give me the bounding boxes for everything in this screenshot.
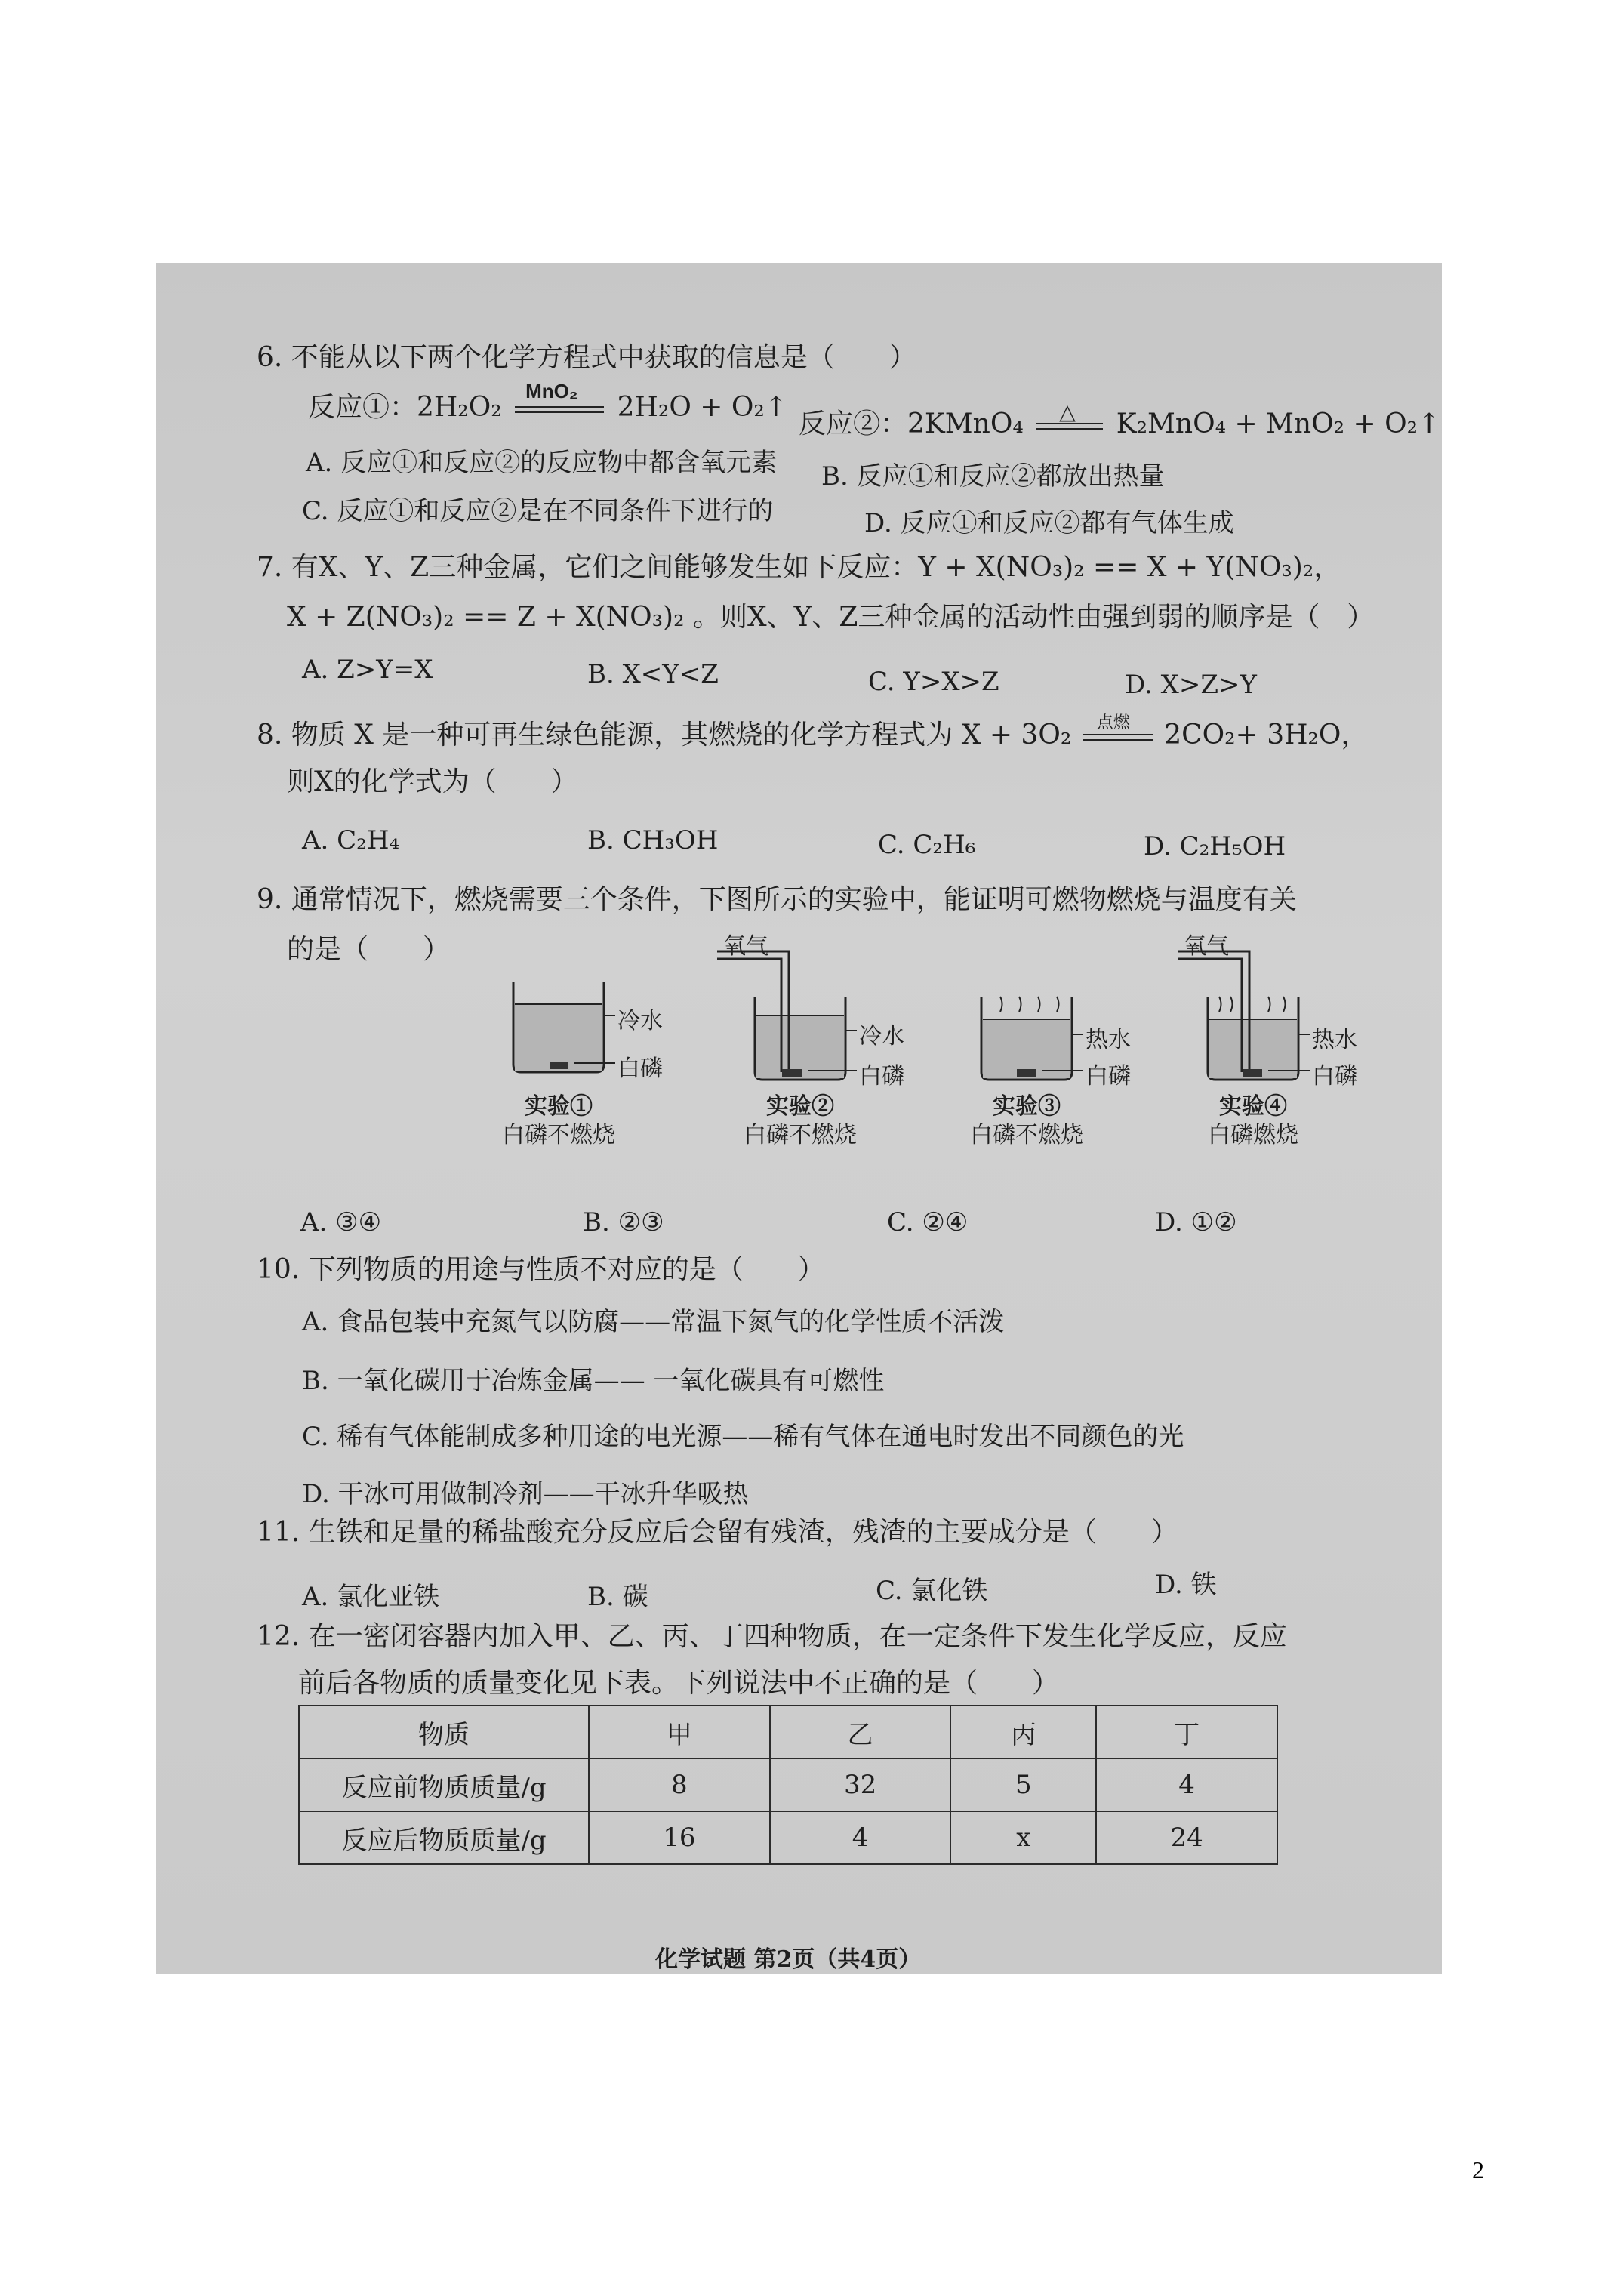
q6-eq2-arrow [1032,399,1107,441]
q7-option-c: C. Y>X>Z [868,667,999,697]
exp1-result: 白磷不燃烧 [502,1122,615,1148]
q8-line-2: 则X的化学式为（ ） [287,766,578,797]
table-cell: x [950,1811,1096,1864]
table-cell: 4 [1096,1758,1277,1811]
exp3-result: 白磷不燃烧 [970,1122,1083,1148]
q6-eq1-reactants: 反应①：2H₂O₂ [308,392,502,423]
q11-option-a: A. 氯化亚铁 [302,1582,440,1612]
exp1-water-label: 冷水 [617,1008,663,1034]
q6-stem: 6. 不能从以下两个化学方程式中获取的信息是（ ） [257,342,916,373]
table-header-cell: 物质 [299,1706,589,1758]
exp3-name: 实验③ [993,1093,1061,1120]
q7-line-2: X + Z(NO₃)₂ == Z + X(NO₃)₂ 。则X、Y、Z三种金属的活动性由强到弱的顺序是（ ） [287,602,1375,633]
q6-eq2-condition: △ [1059,399,1076,424]
beaker-4 [1178,951,1310,1080]
q8-arrow [1080,713,1156,752]
q8-option-c: C. C₂H₆ [878,830,976,860]
q12-line-2: 前后各物质的质量变化见下表。下列说法中不正确的是（ ） [298,1668,1060,1699]
q6-equation-1 [308,380,787,424]
q7-option-a: A. Z>Y=X [302,655,433,685]
q11-option-c: C. 氯化铁 [876,1576,988,1606]
exam-footer: 化学试题 第2页（共4页） [655,1946,922,1973]
q10-option-b: B. 一氧化碳用于冶炼金属—— 一氧化碳具有可燃性 [302,1366,885,1396]
q8-products: 2CO₂+ 3H₂O， [1164,720,1369,750]
exp4-phosphorus-label: 白磷 [1312,1063,1357,1089]
q12-mass-table [298,1705,1278,1865]
table-cell: 反应后物质质量/g [299,1811,589,1864]
table-cell: 8 [589,1758,770,1811]
exp2-name: 实验② [766,1093,834,1120]
q10-option-d: D. 干冰可用做制冷剂——干冰升华吸热 [302,1479,749,1509]
q9-line-2: 的是（ ） [287,934,451,965]
q10-option-c: C. 稀有气体能制成多种用途的电光源——稀有气体在通电时发出不同颜色的光 [302,1422,1184,1452]
q6-option-d: D. 反应①和反应②都有气体生成 [864,508,1234,538]
table-header-row [299,1706,1277,1758]
q11-option-d: D. 铁 [1155,1570,1217,1600]
q6-option-c: C. 反应①和反应②是在不同条件下进行的 [302,496,774,526]
beaker-3 [981,997,1083,1080]
beaker-1 [513,982,615,1072]
q7-option-b: B. X<Y<Z [587,659,719,689]
beaker-2 [717,951,857,1080]
table-row [299,1811,1277,1864]
q8-option-b: B. CH₃OH [587,825,719,855]
q8-option-a: A. C₂H₄ [302,825,400,855]
exp2-result: 白磷不燃烧 [744,1122,857,1148]
table-header-cell: 乙 [770,1706,951,1758]
table-cell: 16 [589,1811,770,1864]
exp2-phosphorus-label: 白磷 [859,1063,904,1089]
table-header-cell: 丁 [1096,1706,1277,1758]
q6-equation-2 [799,399,1441,441]
exp3-phosphorus-label: 白磷 [1086,1063,1131,1089]
q6-eq1-arrow [510,380,608,424]
exp1-phosphorus-label: 白磷 [617,1056,663,1082]
q9-option-a: A. ③④ [300,1207,382,1237]
q8-option-d: D. C₂H₅OH [1144,831,1286,861]
q8-stem: 8. 物质 X 是一种可再生绿色能源，其燃烧的化学方程式为 X + 3O₂ [257,720,1072,750]
q6-eq2-reactants: 反应②：2KMnO₄ [799,408,1024,439]
table-cell: 32 [770,1758,951,1811]
exp2-water-label: 冷水 [859,1023,904,1049]
q9-line-1: 9. 通常情况下，燃烧需要三个条件，下图所示的实验中，能证明可燃物燃烧与温度有关 [257,884,1297,915]
q6-eq1-products: 2H₂O + O₂↑ [617,392,787,423]
q7-line-1: 7. 有X、Y、Z三种金属，它们之间能够发生如下反应：Y + X(NO₃)₂ == X + Y(NO₃)₂， [257,552,1341,583]
exp4-water-label: 热水 [1312,1027,1357,1053]
page-number: 2 [1472,2156,1484,2184]
q6-option-b: B. 反应①和反应②都放出热量 [821,461,1165,492]
q7-option-d: D. X>Z>Y [1125,670,1257,700]
table-cell: 5 [950,1758,1096,1811]
table-cell: 反应前物质质量/g [299,1758,589,1811]
q8-condition: 点燃 [1096,713,1130,732]
q9-option-c: C. ②④ [887,1207,969,1237]
q9-option-b: B. ②③ [583,1207,664,1237]
exp3-water-label: 热水 [1086,1027,1131,1053]
q11-option-b: B. 碳 [587,1582,648,1612]
q6-eq1-catalyst: MnO₂ [525,380,578,402]
exp4-result: 白磷燃烧 [1208,1122,1298,1148]
q12-line-1: 12. 在一密闭容器内加入甲、乙、丙、丁四种物质，在一定条件下发生化学反应，反应 [257,1621,1287,1652]
exp4-name: 实验④ [1219,1093,1287,1120]
q6-option-a: A. 反应①和反应②的反应物中都含氧元素 [306,448,778,478]
table-header-cell: 丙 [950,1706,1096,1758]
table-cell: 4 [770,1811,951,1864]
q6-eq2-products: K₂MnO₄ + MnO₂ + O₂↑ [1116,408,1441,439]
table-cell: 24 [1096,1811,1277,1864]
q11-stem: 11. 生铁和足量的稀盐酸充分反应后会留有残渣，残渣的主要成分是（ ） [257,1517,1178,1548]
table-row [299,1758,1277,1811]
exp2-oxygen-label: 氧气 [723,933,768,960]
q9-option-d: D. ①② [1155,1207,1237,1237]
exp1-name: 实验① [525,1093,593,1120]
q10-option-a: A. 食品包装中充氮气以防腐——常温下氮气的化学性质不活泼 [302,1307,1005,1337]
q10-stem: 10. 下列物质的用途与性质不对应的是（ ） [257,1254,825,1285]
exp4-oxygen-label: 氧气 [1184,933,1229,960]
q8-line-1 [257,713,1369,752]
table-header-cell: 甲 [589,1706,770,1758]
